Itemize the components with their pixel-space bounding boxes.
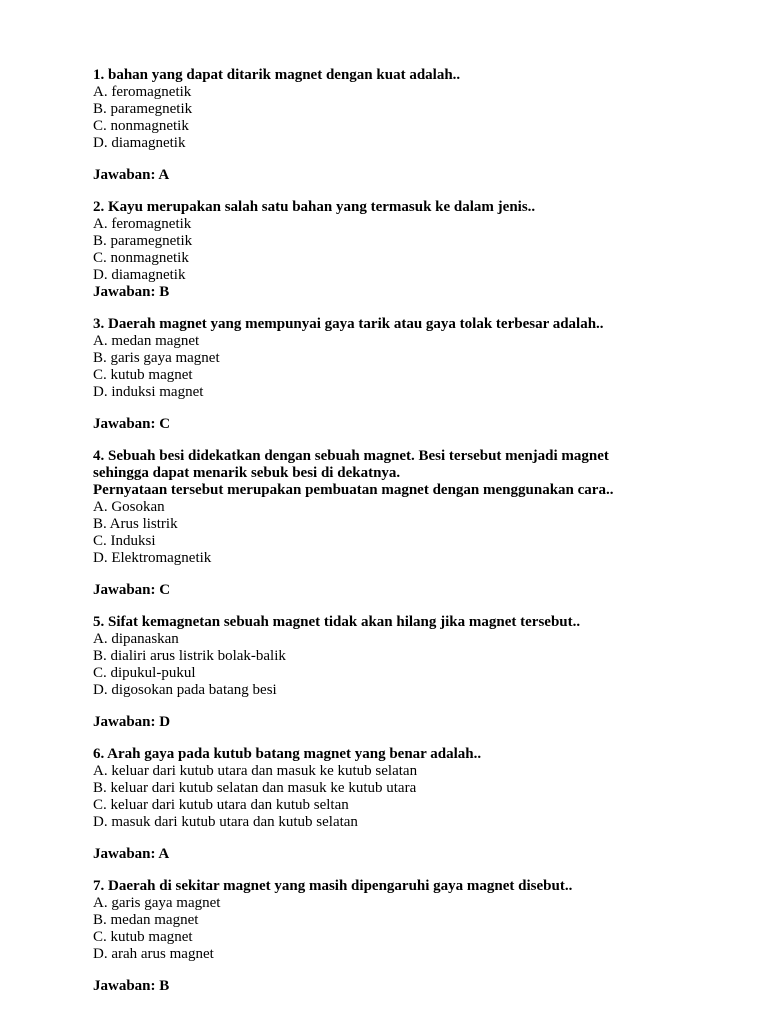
option-text: C. dipukul-pukul	[93, 665, 196, 681]
option-text: B. dialiri arus listrik bolak-balik	[93, 648, 286, 664]
option-text: B. keluar dari kutub selatan dan masuk ke kutub utara	[93, 780, 417, 796]
option-text: C. kutub magnet	[93, 929, 193, 945]
question-text: 2. Kayu merupakan salah satu bahan yang termasuk ke dalam jenis..	[93, 199, 536, 215]
question-block-7	[93, 878, 698, 995]
option-text: A. dipanaskan	[93, 631, 179, 647]
question-text: sehingga dapat menarik sebuk besi di dekatnya.	[93, 465, 401, 481]
question-block-6	[93, 746, 698, 863]
question-block-3	[93, 316, 698, 433]
option-text: B. paramegnetik	[93, 101, 193, 117]
answer-text: Jawaban: C	[93, 582, 171, 598]
answer-text: Jawaban: B	[93, 284, 170, 300]
option-text: D. digosokan pada batang besi	[93, 682, 277, 698]
question-block-5	[93, 614, 698, 731]
option-text: C. kutub magnet	[93, 367, 193, 383]
option-text: A. Gosokan	[93, 499, 165, 515]
option-text: D. Elektromagnetik	[93, 550, 212, 566]
answer-text: Jawaban: A	[93, 846, 170, 862]
option-text: C. Induksi	[93, 533, 156, 549]
option-text: C. nonmagnetik	[93, 250, 189, 266]
question-text: 6. Arah gaya pada kutub batang magnet yang benar adalah..	[93, 746, 482, 762]
option-text: B. garis gaya magnet	[93, 350, 220, 366]
option-text: D. induksi magnet	[93, 384, 204, 400]
option-text: C. nonmagnetik	[93, 118, 189, 134]
option-text: A. medan magnet	[93, 333, 200, 349]
question-block-4	[93, 448, 698, 599]
question-block-2	[93, 199, 698, 301]
option-text: D. arah arus magnet	[93, 946, 214, 962]
answer-text: Jawaban: C	[93, 416, 171, 432]
option-text: B. Arus listrik	[93, 516, 178, 532]
question-text: 4. Sebuah besi didekatkan dengan sebuah magnet. Besi tersebut menjadi magnet	[93, 448, 609, 464]
option-text: A. feromagnetik	[93, 216, 192, 232]
option-text: A. garis gaya magnet	[93, 895, 221, 911]
question-block-1	[93, 67, 698, 184]
question-text: 1. bahan yang dapat ditarik magnet dengan kuat adalah..	[93, 67, 461, 83]
option-text: D. diamagnetik	[93, 135, 186, 151]
question-text: 3. Daerah magnet yang mempunyai gaya tarik atau gaya tolak terbesar adalah..	[93, 316, 604, 332]
option-text: A. feromagnetik	[93, 84, 192, 100]
option-text: A. keluar dari kutub utara dan masuk ke kutub selatan	[93, 763, 418, 779]
question-text: 7. Daerah di sekitar magnet yang masih dipengaruhi gaya magnet disebut..	[93, 878, 573, 894]
answer-text: Jawaban: D	[93, 714, 171, 730]
option-text: D. diamagnetik	[93, 267, 186, 283]
option-text: B. medan magnet	[93, 912, 199, 928]
question-text: Pernyataan tersebut merupakan pembuatan magnet dengan menggunakan cara..	[93, 482, 614, 498]
option-text: B. paramegnetik	[93, 233, 193, 249]
option-text: C. keluar dari kutub utara dan kutub seltan	[93, 797, 349, 813]
option-text: D. masuk dari kutub utara dan kutub selatan	[93, 814, 358, 830]
answer-text: Jawaban: A	[93, 167, 170, 183]
question-text: 5. Sifat kemagnetan sebuah magnet tidak akan hilang jika magnet tersebut..	[93, 614, 581, 630]
answer-text: Jawaban: B	[93, 978, 170, 994]
